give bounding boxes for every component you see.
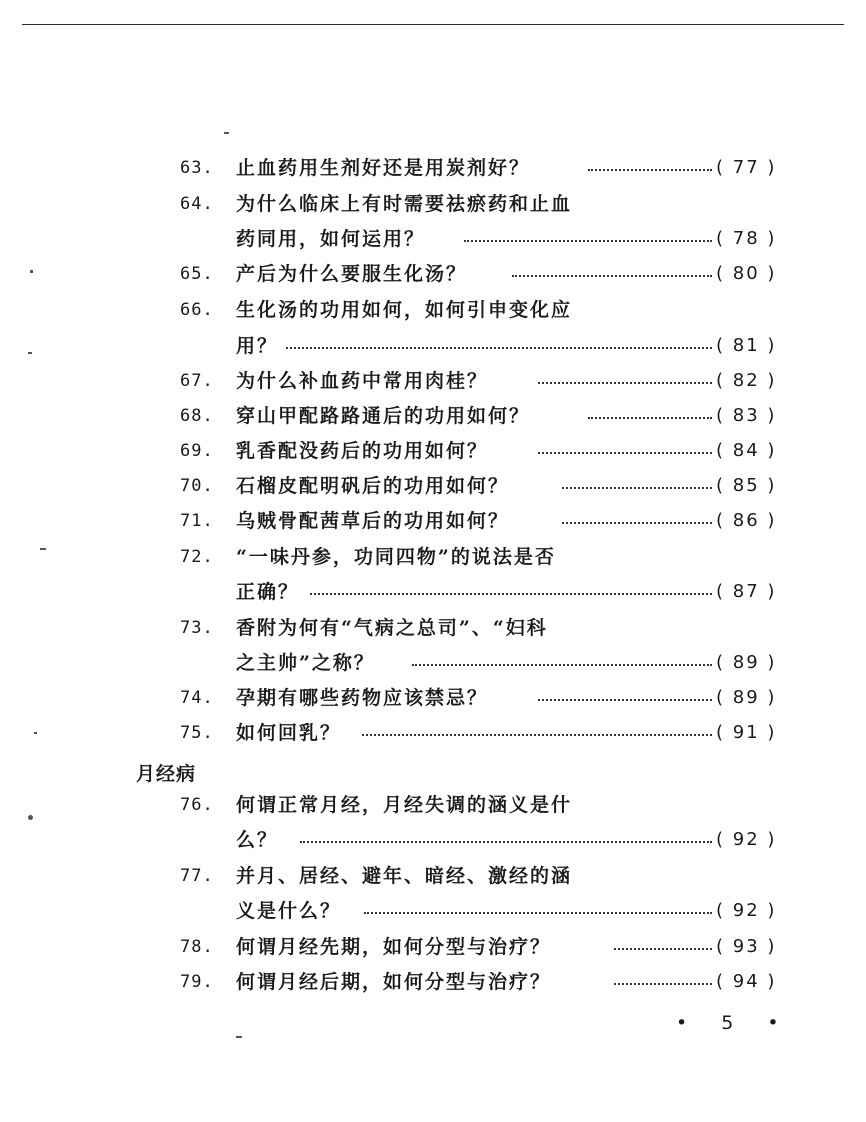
entry-page: ( 82 ) xyxy=(716,370,777,391)
page-folio: • 5 • xyxy=(676,1012,793,1034)
entry-number: 65. xyxy=(180,264,214,284)
dot-leader xyxy=(362,734,712,736)
entry-page: ( 81 ) xyxy=(716,335,777,356)
toc-entry-66 xyxy=(0,294,866,326)
entry-number: 68. xyxy=(180,406,214,426)
dot-leader xyxy=(286,347,712,349)
entry-page: ( 92 ) xyxy=(716,829,777,850)
toc-entry-79 xyxy=(0,966,866,998)
entry-number: 78. xyxy=(180,937,214,957)
toc-entry-78 xyxy=(0,931,866,963)
toc-entry-74 xyxy=(0,682,866,714)
dot-leader xyxy=(364,912,712,914)
scan-speck xyxy=(34,732,37,734)
entry-title: 乳香配没药后的功用如何？ xyxy=(236,440,489,462)
entry-page: ( 78 ) xyxy=(716,228,777,249)
entry-page: ( 89 ) xyxy=(716,652,777,673)
entry-number: 71. xyxy=(180,511,214,531)
entry-number: 79. xyxy=(180,972,214,992)
entry-number: 76. xyxy=(180,795,214,815)
dot-leader xyxy=(562,522,712,524)
entry-title: “一味丹参，功同四物”的说法是否 xyxy=(236,546,556,568)
toc-entry-73-cont xyxy=(0,647,866,679)
toc-entry-77-cont xyxy=(0,895,866,927)
dot-leader xyxy=(562,487,712,489)
section-heading: 月经病 xyxy=(136,763,197,785)
entry-page: ( 85 ) xyxy=(716,475,777,496)
entry-title: 乌贼骨配茜草后的功用如何？ xyxy=(236,510,510,532)
entry-number: 66. xyxy=(180,300,214,320)
entry-title: 如何回乳？ xyxy=(236,722,342,744)
scan-speck xyxy=(28,815,33,820)
scan-speck xyxy=(28,352,32,354)
dot-leader xyxy=(300,841,712,843)
entry-page: ( 89 ) xyxy=(716,687,777,708)
entry-title: 何谓正常月经，月经失调的涵义是什 xyxy=(236,794,573,816)
entry-number: 64. xyxy=(180,194,214,214)
toc-entry-64-cont xyxy=(0,223,866,255)
scan-speck xyxy=(224,132,229,134)
dot-leader xyxy=(512,275,712,277)
toc-entry-72-cont xyxy=(0,576,866,608)
toc-entry-64 xyxy=(0,188,866,220)
entry-title: 并月、居经、避年、暗经、激经的涵 xyxy=(236,865,573,887)
dot-leader xyxy=(588,417,712,419)
entry-title-continued: 正确？ xyxy=(236,581,300,603)
toc-entry-70 xyxy=(0,470,866,502)
dot-leader xyxy=(538,699,712,701)
entry-title: 何谓月经先期，如何分型与治疗？ xyxy=(236,936,552,958)
toc-entry-76 xyxy=(0,789,866,821)
entry-page: ( 87 ) xyxy=(716,581,777,602)
entry-title-continued: 药同用，如何运用？ xyxy=(236,228,426,250)
dot-leader xyxy=(614,948,712,950)
toc-entry-73 xyxy=(0,612,866,644)
scan-speck xyxy=(30,270,33,273)
toc-entry-69 xyxy=(0,435,866,467)
entry-title-continued: 用？ xyxy=(236,335,279,357)
entry-title-continued: 之主帅”之称？ xyxy=(236,652,375,674)
entry-page: ( 80 ) xyxy=(716,263,777,284)
entry-number: 75. xyxy=(180,723,214,743)
toc-entry-77 xyxy=(0,860,866,892)
entry-number: 77. xyxy=(180,866,214,886)
entry-title: 孕期有哪些药物应该禁忌？ xyxy=(236,687,489,709)
toc-entry-63 xyxy=(0,152,866,184)
entry-title: 为什么补血药中常用肉桂？ xyxy=(236,370,489,392)
entry-title: 生化汤的功用如何，如何引申变化应 xyxy=(236,299,573,321)
toc-entry-76-cont xyxy=(0,824,866,856)
entry-page: ( 91 ) xyxy=(716,722,777,743)
dot-leader xyxy=(310,593,712,595)
dot-leader xyxy=(412,664,712,666)
entry-page: ( 77 ) xyxy=(716,157,777,178)
dot-leader xyxy=(464,240,712,242)
entry-page: ( 86 ) xyxy=(716,510,777,531)
entry-number: 70. xyxy=(180,476,214,496)
toc-entry-68 xyxy=(0,400,866,432)
entry-number: 74. xyxy=(180,688,214,708)
entry-number: 72. xyxy=(180,547,214,567)
entry-page: ( 92 ) xyxy=(716,900,777,921)
toc-entry-65 xyxy=(0,258,866,290)
entry-page: ( 83 ) xyxy=(716,405,777,426)
toc-entry-71 xyxy=(0,505,866,537)
dot-leader xyxy=(614,983,712,985)
toc-entry-72 xyxy=(0,541,866,573)
dot-leader xyxy=(588,169,712,171)
entry-number: 73. xyxy=(180,618,214,638)
entry-page: ( 93 ) xyxy=(716,936,777,957)
entry-page: ( 84 ) xyxy=(716,440,777,461)
dot-leader xyxy=(538,382,712,384)
entry-title: 为什么临床上有时需要祛瘀药和止血 xyxy=(236,193,573,215)
toc-entry-75 xyxy=(0,717,866,749)
toc-entry-66-cont xyxy=(0,330,866,362)
toc-entry-67 xyxy=(0,365,866,397)
entry-title-continued: 义是什么？ xyxy=(236,900,342,922)
entry-number: 67. xyxy=(180,371,214,391)
entry-page: ( 94 ) xyxy=(716,971,777,992)
entry-title-continued: 么？ xyxy=(236,829,279,851)
scan-speck xyxy=(236,1036,242,1038)
entry-title: 石榴皮配明矾后的功用如何？ xyxy=(236,475,510,497)
scan-speck xyxy=(40,548,46,550)
dot-leader xyxy=(538,452,712,454)
entry-title: 何谓月经后期，如何分型与治疗？ xyxy=(236,971,552,993)
entry-number: 69. xyxy=(180,441,214,461)
entry-title: 产后为什么要服生化汤？ xyxy=(236,263,468,285)
entry-number: 63. xyxy=(180,158,214,178)
entry-title: 香附为何有“气病之总司”、“妇科 xyxy=(236,617,548,639)
entry-title: 止血药用生剂好还是用炭剂好？ xyxy=(236,157,531,179)
entry-title: 穿山甲配路路通后的功用如何？ xyxy=(236,405,531,427)
